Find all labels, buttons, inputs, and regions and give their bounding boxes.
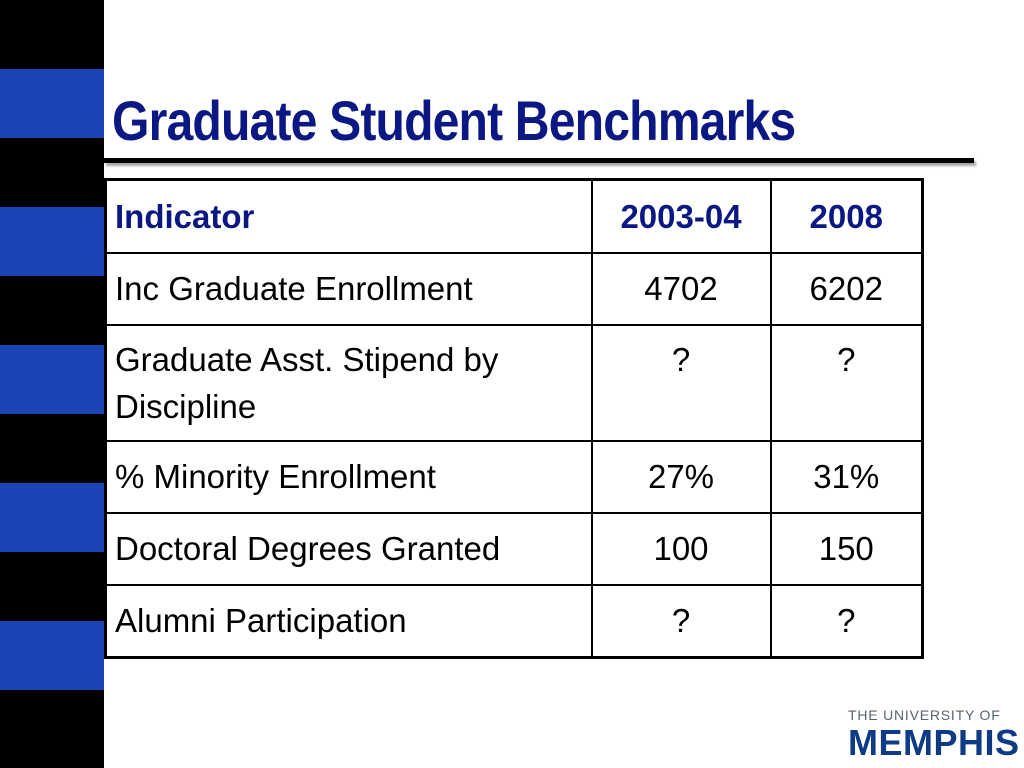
value-2003-04-cell: 4702 [592,253,771,325]
indicator-cell: Doctoral Degrees Granted [106,513,592,585]
sidebar-blue-block [0,69,104,138]
value-2003-04-cell: ? [592,325,771,441]
value-2008-cell: 31% [771,441,923,513]
indicator-cell: Graduate Asst. Stipend by Discipline [106,325,592,441]
header-indicator: Indicator [106,180,592,254]
table-row [106,325,923,441]
university-logo [848,706,1018,762]
logo-line-2: MEMPHIS [848,722,1020,763]
header-2003-04: 2003-04 [592,180,771,254]
sidebar-blue-block [0,207,104,276]
value-2008-cell: ? [771,325,923,441]
logo-line-1: THE UNIVERSITY OF [848,707,1001,723]
value-2003-04-cell: 27% [592,441,771,513]
indicator-cell: Inc Graduate Enrollment [106,253,592,325]
sidebar-blue-block [0,483,104,552]
value-2003-04-cell: ? [592,585,771,658]
table-row [106,513,923,585]
table-header-row [106,180,923,254]
value-2008-cell: 6202 [771,253,923,325]
benchmarks-table [104,178,924,659]
sidebar-decoration [0,0,104,768]
value-2003-04-cell: 100 [592,513,771,585]
value-2008-cell: ? [771,585,923,658]
indicator-cell: Alumni Participation [106,585,592,658]
value-2008-cell: 150 [771,513,923,585]
title-divider [104,158,974,163]
sidebar-blue-block [0,345,104,414]
sidebar-blue-block [0,621,104,690]
header-2008: 2008 [771,180,923,254]
table-row [106,253,923,325]
page-title: Graduate Student Benchmarks [112,89,796,152]
table-row [106,441,923,513]
indicator-cell: % Minority Enrollment [106,441,592,513]
table-row [106,585,923,658]
